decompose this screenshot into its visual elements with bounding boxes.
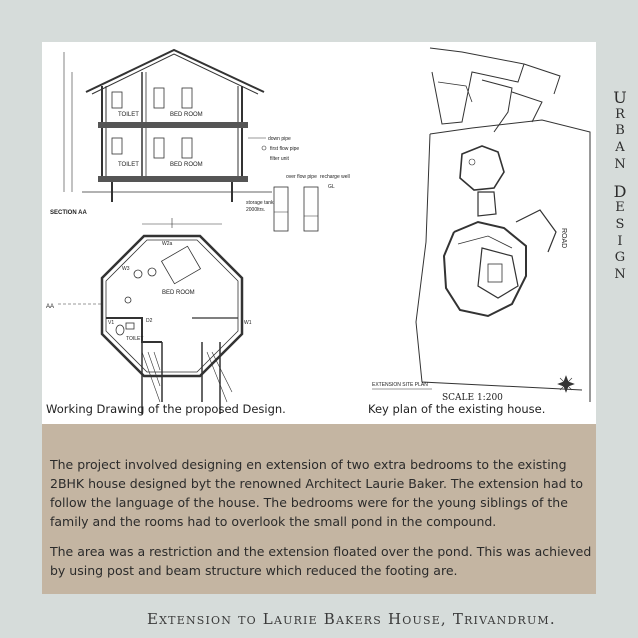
over-flow-pipe-label: over flow pipe <box>286 174 317 180</box>
side-letter: I <box>617 233 623 249</box>
storage-tank-label: storage tank <box>246 200 274 206</box>
north-arrow-icon <box>558 376 574 392</box>
side-letter: G <box>614 250 626 266</box>
recharge-well-label: recharge well <box>320 174 350 180</box>
architectural-drawings <box>42 42 596 424</box>
side-letter: S <box>615 216 625 232</box>
floor-plan-drawing <box>46 218 252 414</box>
footer-title: Extension to Laurie Bakers House, Trivandrum. <box>147 610 556 628</box>
side-letter: B <box>615 123 625 139</box>
side-letter: A <box>615 140 625 156</box>
d2-label: D2 <box>146 318 153 324</box>
description-panel <box>42 424 596 594</box>
w3-label: W3 <box>122 266 130 272</box>
section-title: SECTION AA <box>50 210 87 216</box>
side-letter: D <box>613 181 627 201</box>
description-paragraph-1: The project involved designing en extension of two extra bedrooms to the existing 2BHK house designed byt the renowned Architect Laurie Baker. The extension had to follow the language of the house. The bedrooms were for the young siblings of the family and the rooms had to overlook the small pond in the compound. <box>50 457 584 529</box>
storage-cap-label: 2000ltrs. <box>246 207 266 213</box>
section-bedroom-label-2: BED ROOM <box>170 162 203 168</box>
side-title-urban-design <box>610 90 630 284</box>
side-letter: R <box>615 106 625 122</box>
section-bedroom-label-1: BED ROOM <box>170 112 203 118</box>
caption-key-plan: Key plan of the existing house. <box>368 402 546 416</box>
v1-label: V1 <box>108 320 115 326</box>
down-pipe-label: down pipe <box>268 136 291 142</box>
side-letter: N <box>614 267 626 283</box>
side-letter: U <box>613 88 627 107</box>
side-letter: E <box>615 200 625 216</box>
first-flow-pipe-label: first flow pipe <box>270 146 300 152</box>
aa-label: AA <box>46 304 55 310</box>
description-paragraph-2: The area was a restriction and the extension floated over the pond. This was achieved by using post and beam structure which reduced the footing are. <box>50 544 592 578</box>
filter-unit-label: filter unit <box>270 156 289 162</box>
plan-toilet-label: TOILET <box>126 336 144 342</box>
side-letter: N <box>614 156 626 172</box>
scale-label: SCALE 1:200 <box>442 393 503 403</box>
section-toilet-label-2: TOILET <box>118 162 139 168</box>
w2a-label: W2a <box>162 241 173 247</box>
site-plan-drawing <box>372 48 590 403</box>
plan-bedroom-label: BED ROOM <box>162 290 195 296</box>
section-aa-drawing <box>50 50 350 231</box>
caption-working-drawing: Working Drawing of the proposed Design. <box>46 402 286 416</box>
gl-label: GL <box>328 184 335 190</box>
w1-label: W1 <box>244 320 252 326</box>
drawing-panel <box>42 42 596 424</box>
section-toilet-label-1: TOILET <box>118 112 139 118</box>
road-label: ROAD <box>560 228 567 249</box>
site-plan-title: EXTENSION SITE PLAN <box>372 382 428 388</box>
